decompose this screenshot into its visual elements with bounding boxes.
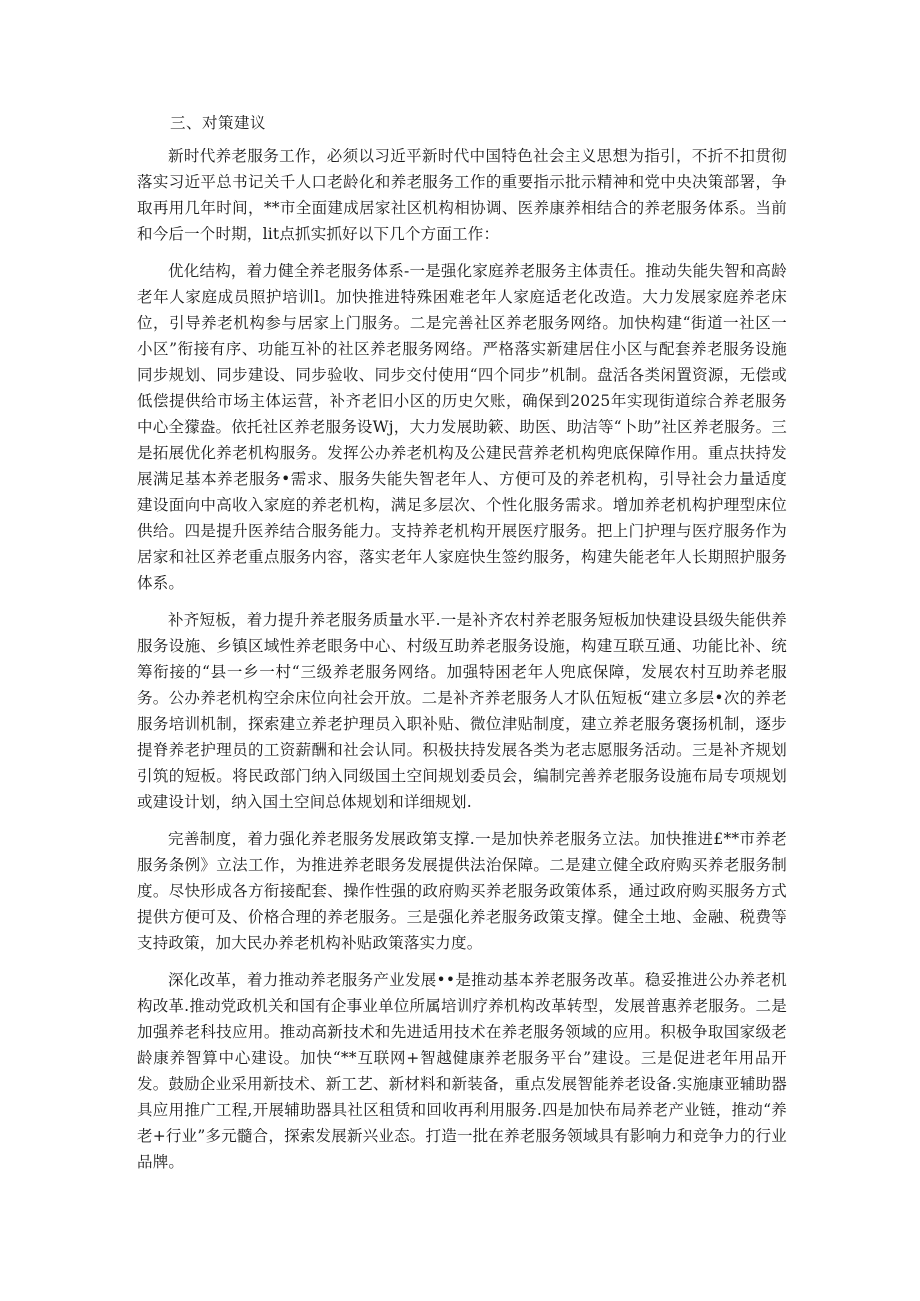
document-body bbox=[137, 143, 787, 1186]
section-heading: 三、对策建议 bbox=[170, 114, 267, 132]
paragraph-deepen-reform: 深化改革，着力推动养老服务产业发展••是推动基本养老服务改革。稳妥推进公办养老机构改革.推动党政机关和国有企事业单位所属培训疗养机构改革转型，发展普惠养老服务。二是加强养老科技应用。推动高新技术和先进适用技术在养老服务领域的应用。积极争取国家级老龄康养智算中心建设。加快“**互联网+智越健康养老服务平台”建设。三是促进老年用品开发。鼓励企业采用新技术、新工艺、新材料和新装备，重点发展智能养老设备.实施康亚辅助器具应用推广工程,开展辅助器具社区租赁和回收再利用服务.四是加快布局养老产业链，推动“养老+行业”多元髓合，探索发展新兴业态。打造一批在养老服务领域具有影响力和竞争力的行业品牌。 bbox=[137, 971, 787, 1171]
paragraph-fill-gaps: 补齐短板，着力提升养老服务质量水平.一是补齐农村养老服务短板加快建设县级失能供养服务设施、乡镇区域性养老眼务中心、村级互助养老服务设施，构建互联互通、功能比补、统筹衔接的“县一乡一村“三级养老服务网络。加强特困老年人兜底保障，发展农村互助养老服务。公办养老机构空余床位向社会开放。二是补齐养老服务人才队伍短板“建立多层•次的养老服务培训机制，探索建立养老护理员入职补贴、微位津贴制度，建立养老服务褒扬机制，逐步提脊养老护理员的工资薪酬和社会认同。积极扶持发展各类为老志愿服务活动。三是补齐规划引筑的短板。将民政部门纳入同级国土空间规划委员会，编制完善养老服务设施布局专项规划或建设计划，纳入国土空间总体规划和详细规划. bbox=[137, 611, 787, 811]
paragraph-improve-system: 完善制度，着力强化养老服务发展政第支撑.一是加快养老服务立法。加快推进£**市养老服务条例》立法工作，为推进养老眼务发展提供法治保障。二是建立健全政府购买养老服务制度。尽快形成各方衔接配套、操作性强的政府购买养老服务政策体系，通过政府购买服务方式提供方便可及、价格合理的养老服务。三是强化养老服务政策支撑。健全土地、金融、税费等支持政策，加大民办养老机构补贴政策落实力度。 bbox=[137, 830, 787, 952]
paragraph-optimize-structure: 优化结构，着力健全养老服务体系-一是强化家庭养老服务主体责任。推动失能失智和高龄老年人家庭成员照护培训l。加快推进特殊困难老年人家庭适老化改造。大力发展家庭养老床位，引导养老机构参与居家上门服务。二是完善社区养老服务网络。加快构建“街道一社区一小区”衔接有序、功能互补的社区养老服务网络。严格落实新建居住小区与配套养老服务设施同步规划、同步建设、同步验收、同步交付使用“四个同步”机制。盘活各类闲置资源，无偿或低偿提供给市场主体运营，补齐老旧小区的历史欠账，确保到2025年实现街道综合养老服务中心全獴盎。依托社区养老服务设Wj，大力发展助簌、助医、助洁等“卜助”社区养老服务。三是拓展优化养老机构服务。发挥公办养老机构及公建民营养老机构兜底保障作用。重点扶持发展满足基本养老服务•需求、服务失能失智老年人、方便可及的养老机构，引导社会力量适度建设面向中高收入家庭的养老机构，满足多层次、个性化服务需求。增加养老机构护理型床位供给。四是提升医养结合服务能力。支持养老机构开展医疗服务。把上门护理与医疗服务作为居家和社区养老重点服务内容，落实老年人家庭快生签约服务，构建失能老年人长期照护服务体系。 bbox=[137, 262, 787, 592]
paragraph-intro: 新时代养老服务工作，必须以习近平新时代中国特色社会主义思想为指引，不折不扣贯彻落实习近平总书记关千人口老龄化和养老服务工作的重要指示批示精神和党中央决策部署，争取再用几年时间，**市全面建成居家社区机构相协调、医养康养相结合的养老服务体系。当前和今后一个时期，lit点抓实抓好以下几个方面工作： bbox=[137, 147, 787, 243]
